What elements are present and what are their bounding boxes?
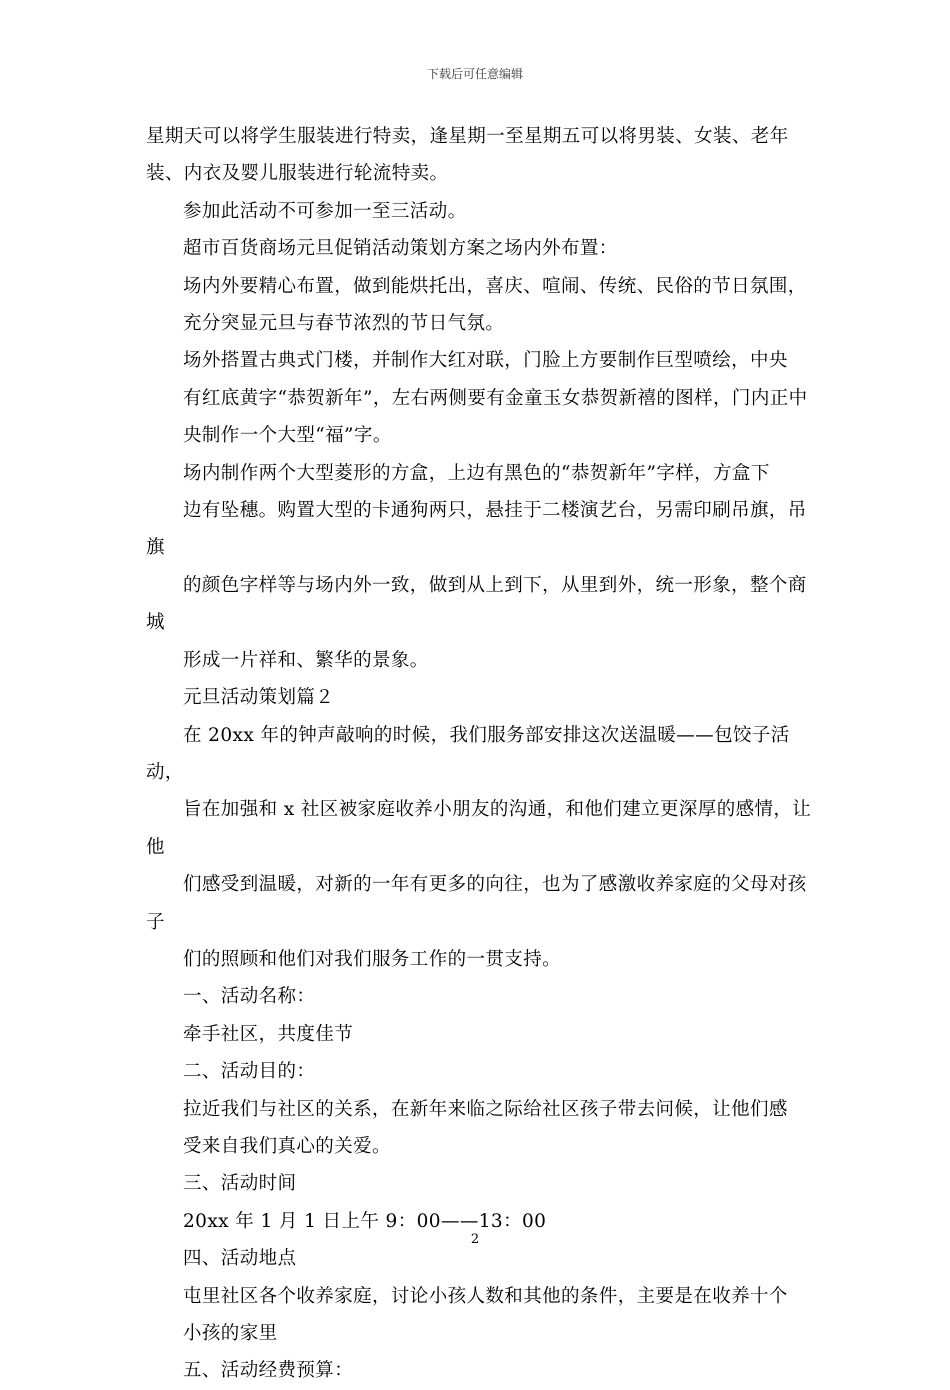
paragraph-line: 形成一片祥和、繁华的景象。 (183, 649, 429, 671)
paragraph-line: 央制作一个大型“福”字。 (183, 425, 392, 447)
paragraph-line: 有红底黄字“恭贺新年”，左右两侧要有金童玉女恭贺新禧的图样，门内正中 (183, 387, 808, 409)
paragraph (146, 230, 816, 267)
paragraph (146, 1352, 816, 1389)
paragraph-line: 场内制作两个大型菱形的方盒，上边有黑色的“恭贺新年”字样，方盒下 (183, 462, 770, 484)
paragraph-line: 牵手社区，共度佳节 (183, 1023, 354, 1045)
document-body (146, 118, 816, 1390)
paragraph-line: 装、内衣及婴儿服装进行轮流特卖。 (146, 163, 449, 185)
paragraph-line: 一、活动名称： (183, 986, 316, 1008)
paragraph-line: 元旦活动策划篇２ (183, 687, 335, 709)
paragraph (146, 455, 816, 679)
paragraph-line: 边有坠穗。购置大型的卡通狗两只，悬挂于二楼演艺台，另需印刷吊旗，吊旗 (146, 500, 807, 559)
paragraph-line: 超市百货商场元旦促销活动策划方案之场内外布置： (183, 238, 618, 260)
paragraph-line: 拉近我们与社区的关系，在新年来临之际给社区孩子带去问候，让他们感 (183, 1098, 788, 1120)
paragraph (146, 1053, 816, 1090)
page-header-note: 下载后可任意编辑 (426, 67, 523, 81)
paragraph-line: 场外搭置古典式门楼，并制作大红对联，门脸上方要制作巨型喷绘，中央 (183, 350, 788, 372)
paragraph-line: 20xx 年 1 月 1 日上午 9：00——13：00 (183, 1210, 547, 1232)
paragraph (146, 268, 816, 343)
paragraph (146, 1016, 816, 1053)
paragraph-line: 五、活动经费预算： (183, 1360, 354, 1382)
paragraph-line: 小孩的家里 (183, 1323, 278, 1344)
paragraph (146, 1091, 816, 1166)
paragraph-line: 的颜色字样等与场内外一致，做到从上到下，从里到外，统一形象，整个商城 (146, 574, 807, 634)
paragraph (146, 717, 816, 979)
paragraph-line: 旨在加强和 x 社区被家庭收养小朋友的沟通，和他们建立更深厚的感情，让他 (146, 799, 812, 858)
paragraph-line: 充分突显元旦与春节浓烈的节日气氛。 (183, 313, 505, 335)
paragraph (146, 1165, 816, 1202)
paragraph-line: 屯里社区各个收养家庭，讨论小孩人数和其他的条件，主要是在收养十个 (183, 1285, 788, 1307)
paragraph-line: 四、活动地点 (183, 1248, 297, 1270)
page-number: 2 (470, 1232, 480, 1247)
paragraph-line: 星期天可以将学生服装进行特卖，逢星期一至星期五可以将男装、女装、老年 (146, 126, 789, 147)
paragraph-line: 在 20xx 年的钟声敲响的时候，我们服务部安排这次送温暖——包饺子活动， (146, 724, 790, 783)
paragraph (146, 679, 816, 716)
paragraph-line: 参加此活动不可参加一至三活动。 (183, 200, 467, 222)
paragraph-line: 场内外要精心布置，做到能烘托出，喜庆、喧闹、传统、民俗的节日氛围， (183, 275, 807, 297)
paragraph (146, 978, 816, 1015)
paragraph (146, 1278, 816, 1353)
paragraph (146, 193, 816, 230)
paragraph-line: 二、活动目的： (183, 1061, 316, 1083)
paragraph (146, 342, 816, 454)
paragraph-line: 们感受到温暖，对新的一年有更多的向往，也为了感激收养家庭的父母对孩子 (146, 874, 807, 933)
paragraph-line: 们的照顾和他们对我们服务工作的一贯支持。 (183, 948, 562, 970)
paragraph (146, 118, 816, 193)
paragraph-line: 受来自我们真心的关爱。 (183, 1135, 391, 1157)
paragraph-line: 三、活动时间 (183, 1173, 297, 1195)
